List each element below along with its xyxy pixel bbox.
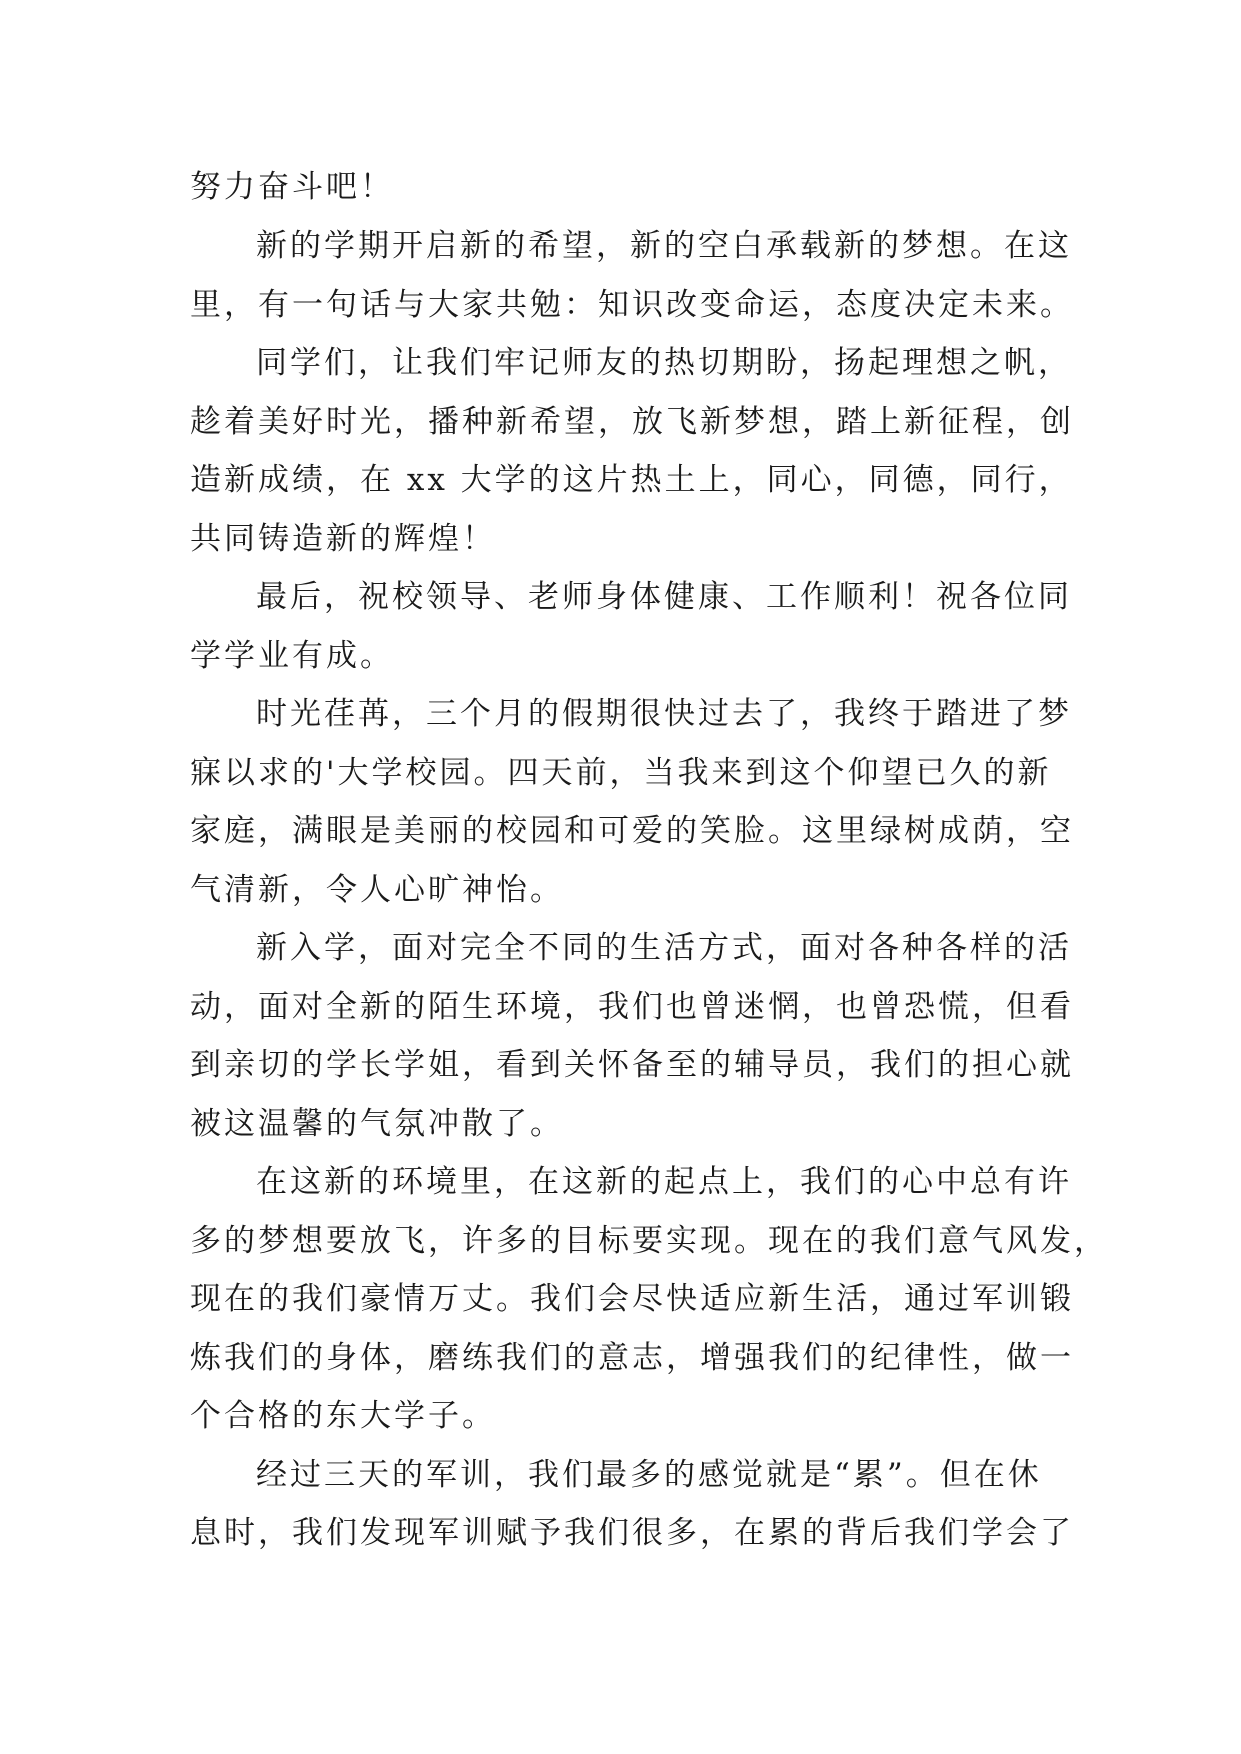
text-line: 炼我们的身体，磨练我们的意志，增强我们的纪律性，做一	[190, 1340, 1074, 1376]
text-line: 新入学，面对完全不同的生活方式，面对各种各样的活	[256, 930, 1072, 966]
text-line: 同学们，让我们牢记师友的热切期盼，扬起理想之帆，	[256, 345, 1072, 381]
text-line: 最后，祝校领导、老师身体健康、工作顺利！祝各位同	[256, 579, 1072, 615]
text-line: 里，有一句话与大家共勉：知识改变命运，态度决定未来。	[190, 287, 1074, 323]
text-line: 学学业有成。	[190, 638, 394, 674]
text-line: 多的梦想要放飞，许多的目标要实现。现在的我们意气风发，	[190, 1223, 1108, 1259]
text-line: 被这温馨的气氛冲散了。	[190, 1106, 564, 1142]
text-line: 新的学期开启新的希望，新的空白承载新的梦想。在这	[256, 228, 1072, 264]
text-line: 寐以求的'大学校园。四天前，当我来到这个仰望已久的新	[190, 755, 1052, 791]
text-line: 动，面对全新的陌生环境，我们也曾迷惘，也曾恐慌，但看	[190, 989, 1074, 1025]
text-line: 时光荏苒，三个月的假期很快过去了，我终于踏进了梦	[256, 696, 1072, 732]
text-line: 努力奋斗吧！	[190, 169, 394, 205]
text-line: 个合格的东大学子。	[190, 1398, 496, 1434]
text-line: 趁着美好时光，播种新希望，放飞新梦想，踏上新征程，创	[190, 404, 1074, 440]
text-line: 经过三天的军训，我们最多的感觉就是“累”。但在休	[256, 1457, 1042, 1493]
text-line: 在这新的环境里，在这新的起点上，我们的心中总有许	[256, 1164, 1072, 1200]
text-line: 息时，我们发现军训赋予我们很多，在累的背后我们学会了	[190, 1515, 1074, 1551]
text-line: 共同铸造新的辉煌！	[190, 521, 496, 557]
text-line: 到亲切的学长学姐，看到关怀备至的辅导员，我们的担心就	[190, 1047, 1074, 1083]
text-line: 造新成绩，在 xx 大学的这片热土上，同心，同德，同行，	[190, 462, 1073, 498]
text-line: 家庭，满眼是美丽的校园和可爱的笑脸。这里绿树成荫，空	[190, 813, 1074, 849]
text-line: 现在的我们豪情万丈。我们会尽快适应新生活，通过军训锻	[190, 1281, 1074, 1317]
text-line: 气清新，令人心旷神怡。	[190, 872, 564, 908]
